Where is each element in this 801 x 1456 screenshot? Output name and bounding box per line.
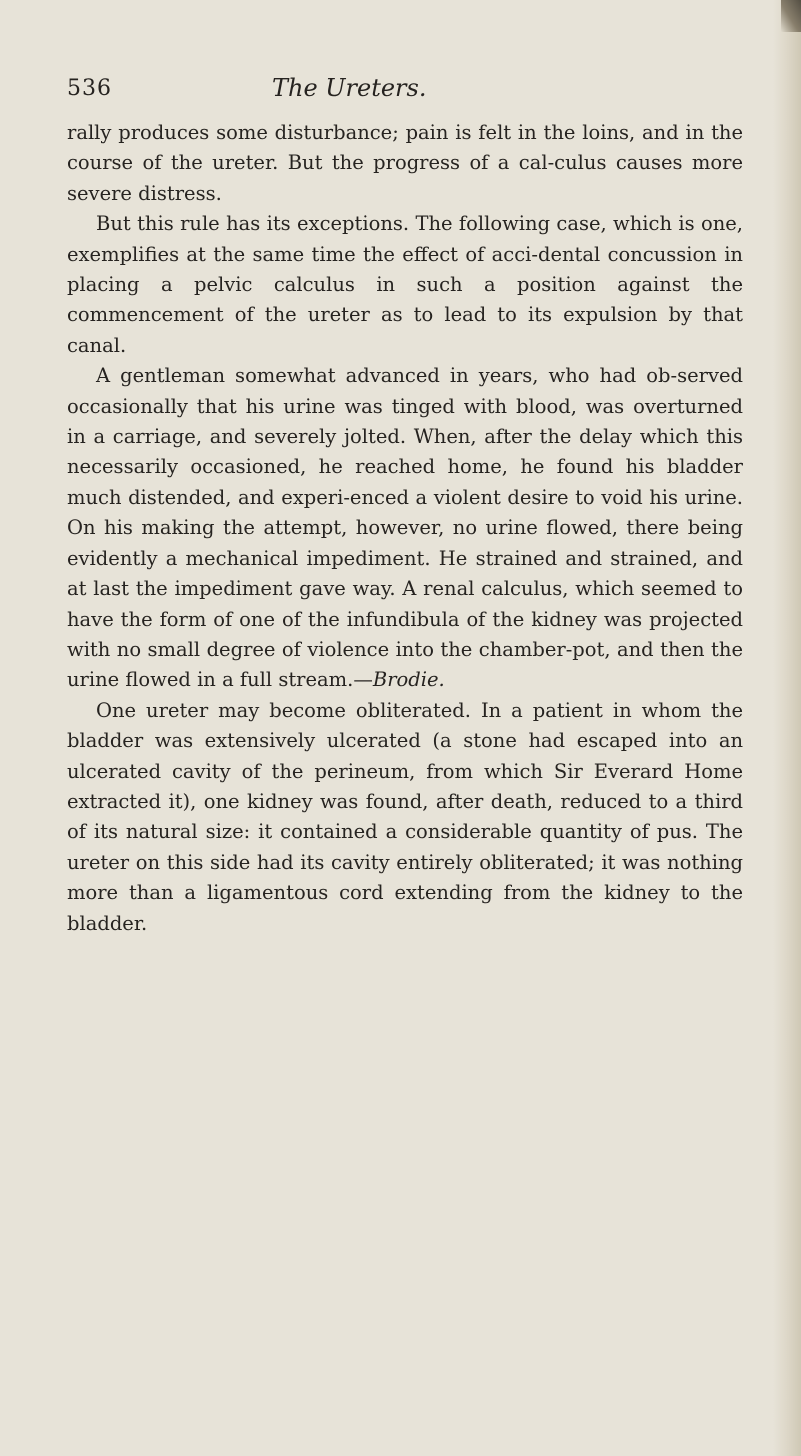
paragraph-continued: rally produces some disturbance; pain is felt in the loins, and in the course of the ureter. But the progress of a cal-culus causes more severe distress.	[67, 121, 743, 205]
page-edge-shadow	[773, 0, 801, 1456]
paragraph-case	[67, 361, 743, 695]
running-title: The Ureters.	[272, 74, 427, 102]
paragraph-obliterated: One ureter may become obliterated. In a patient in whom the bladder was extensively ulcerated (a stone had escaped into an ulcerated cavity of the perineum, from which Sir Everard Home extracted it), one kidney was found, after death, reduced to a third of its natural size: it contained a considerable quantity of pus. The ureter on this side had its cavity entirely obliterated; it was nothing more than a ligamentous cord extending from the kidney to the bladder.	[67, 698, 743, 935]
running-head	[67, 70, 767, 110]
paragraph-exceptions: But this rule has its exceptions. The following case, which is one, exemplifies at the same time the effect of acci-dental concussion in placing a pelvic calculus in such a position against the commencement of the ureter as to lead to its expulsion by that canal.	[67, 212, 743, 357]
case-text: A gentleman somewhat advanced in years, who had ob-served occasionally that his urine was tinged with blood, was overturned in a carriage, and severely jolted. When, after the delay which this necessarily occasioned, he reached home, he found his bladder much distended, and experi-enced a violent desire to void his urine. On his making the attempt, however, no urine flowed, there being evidently a mechanical impediment. He strained and strained, and at last the impediment gave way. A renal calculus, which seemed to have the form of one of the infundibula of the kidney was projected with no small degree of violence into the chamber-pot, and then the urine flowed in a full stream.—	[67, 364, 743, 692]
body-text	[67, 118, 743, 939]
page-number: 536	[67, 76, 112, 101]
page-corner-mark	[781, 0, 801, 32]
attribution: Brodie.	[372, 668, 445, 692]
